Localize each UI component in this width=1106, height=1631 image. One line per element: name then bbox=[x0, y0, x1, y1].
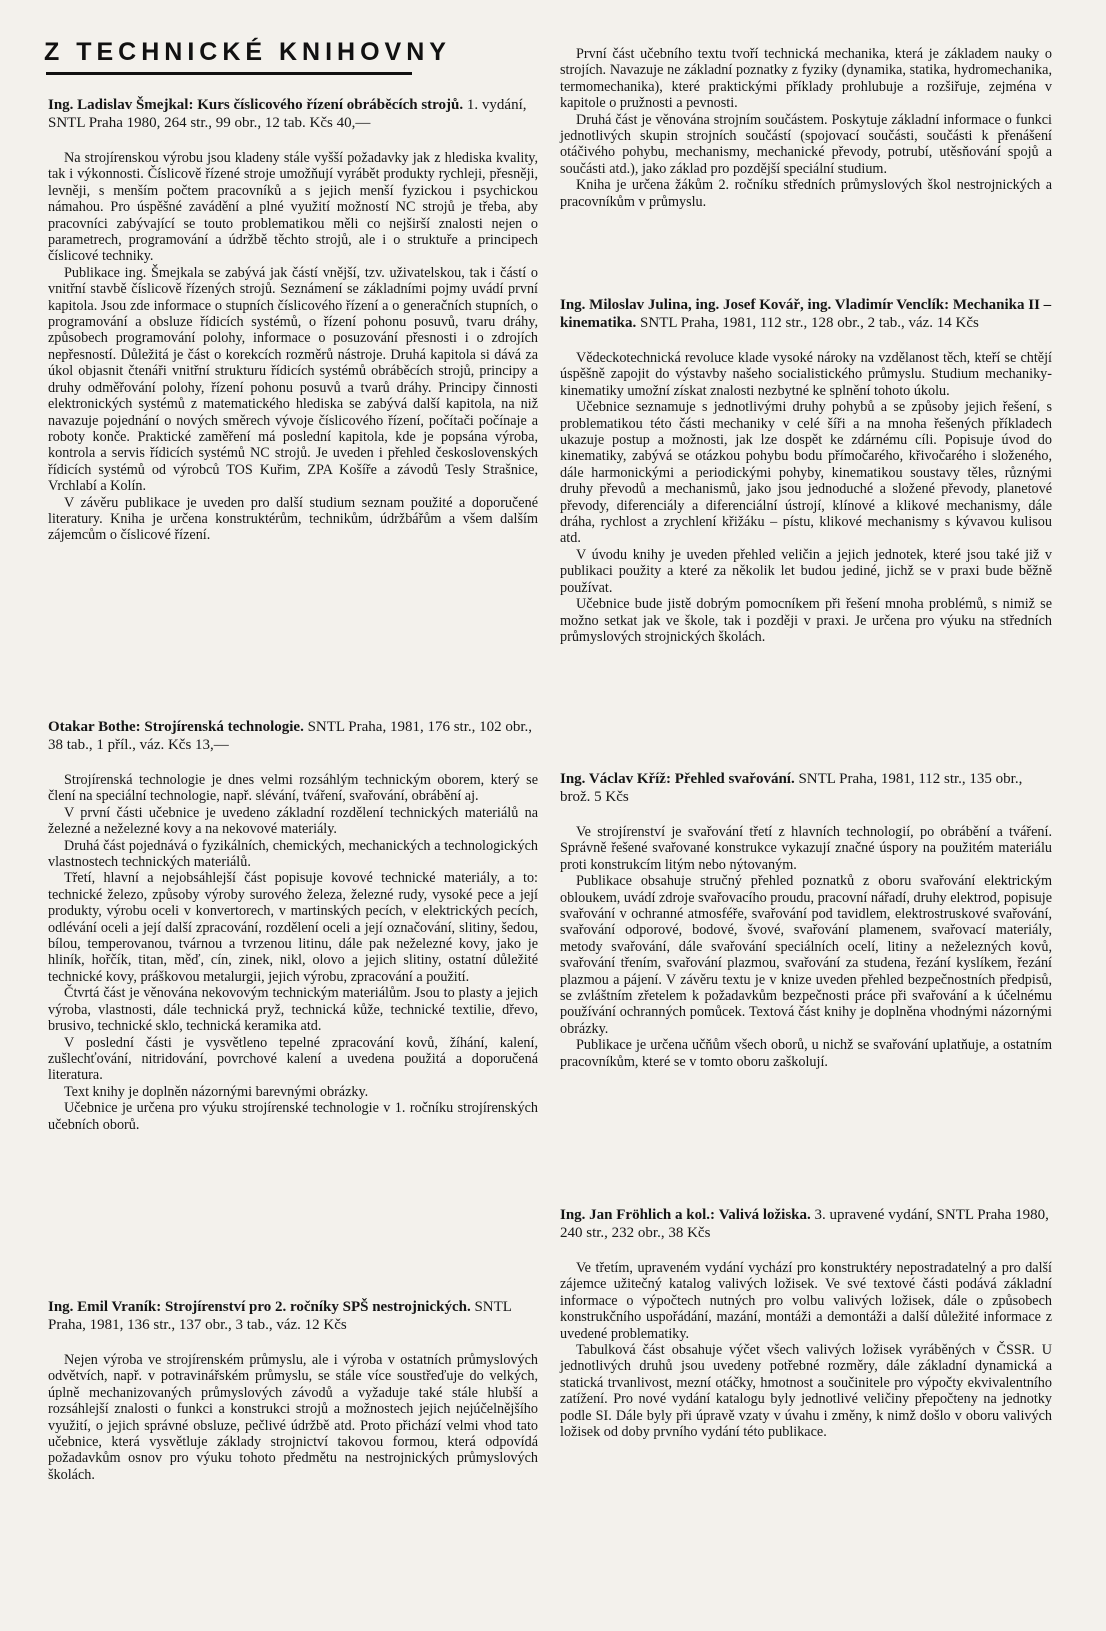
review-paragraph: Na strojírenskou výrobu jsou kladeny stále vyšší požadavky jak z hlediska kvality, tak i výkonnosti. Číslicově řízené stroje umožňují vyrábět produkty rychleji, přesněji, levněji, s menším počtem pracovníků a s jejich menší fyzickou i psychickou námahou. Pro úspěšné zavádění a plné využití možností NC strojů je třeba, aby pracovníci zabývající se touto problematikou měli co nejširší znalosti nejen o parametrech, programování a údržbě těchto strojů, ale i o struktuře a principech číslicové techniky. bbox=[48, 150, 538, 265]
review-paragraph: Ve strojírenství je svařování třetí z hlavních technologií, po obrábění a tváření. Správně řešené svařované konstrukce vykazují značné úspory na použitém materiálu proti konstrukcím litým nebo nýtovaným. bbox=[560, 824, 1052, 873]
review-heading bbox=[560, 770, 1052, 806]
review-heading bbox=[560, 1206, 1052, 1242]
review-paragraph: Nejen výroba ve strojírenském průmyslu, ale i výroba v ostatních průmyslových odvětvích, např. v potravinářském průmyslu, se stále více soustřeďuje do velkých, úplně mechanizovaných průmyslových závodů a vyžaduje také stále hlubší a rozsáhlejší znalosti o funkci a konstrukci strojů a možnostech jejich nejúčelnějšího využití, o jejich správné obsluze, pečlivé údržbě atd. Proto přichází velmi vhod tato učebnice, která vysvětluje základy strojnictví takovou formou, která odpovídá požadavkům osnov pro výuku tohoto předmětu na nestrojnických průmyslových školách. bbox=[48, 1352, 538, 1483]
section-title: Z TECHNICKÉ KNIHOVNY bbox=[44, 38, 451, 66]
review-author: Ing. Václav Kříž: bbox=[560, 771, 671, 787]
review-book-title: Přehled svařování. bbox=[674, 771, 795, 787]
review-author: Ing. Jan Fröhlich a kol.: bbox=[560, 1207, 716, 1223]
review-author: Ing. Miloslav Julina, ing. Josef Kovář, ing. Vladimír Venclík: bbox=[560, 297, 950, 313]
review-smejkal bbox=[48, 96, 538, 544]
review-heading bbox=[48, 718, 538, 754]
review-paragraph: Vědeckotechnická revoluce klade vysoké nároky na vzdělanost těch, kteří se chtějí úspěšně zapojit do výstavby našeho socialistického průmyslu. Studium mechaniky-kinematiky umožní získat znalosti nezbytné ke splnění tohoto úkolu. bbox=[560, 350, 1052, 399]
review-paragraph: V úvodu knihy je uveden přehled veličin a jejich jednotek, které jsou také již v publikaci použity a které za několik let budou jediné, jichž se v praxi bude běžně používat. bbox=[560, 546, 1052, 596]
review-author: Otakar Bothe: bbox=[48, 719, 141, 735]
review-paragraph: V poslední části je vysvětleno tepelné zpracování kovů, žíhání, kalení, zušlechťování, nitridování, povrchové kalení a uvedena použitá a doporučená literatura. bbox=[48, 1034, 538, 1084]
review-kriz bbox=[560, 770, 1052, 1070]
review-frohlich bbox=[560, 1206, 1052, 1440]
review-heading bbox=[48, 96, 538, 132]
review-publication-info: SNTL Praha, 1981, 136 str., 137 obr., 3 tab., váz. 12 Kčs bbox=[48, 1299, 512, 1333]
review-vranik-continued bbox=[560, 46, 1052, 210]
title-underline bbox=[46, 72, 412, 75]
review-book-title: Strojírenství pro 2. ročníky SPŠ nestrojnických. bbox=[164, 1299, 471, 1315]
review-paragraph: Učebnice bude jistě dobrým pomocníkem při řešení mnoha problémů, s nimiž se možno setkat jak ve škole, tak i později v praxi. Je určena pro výuku na středních průmyslových strojnických školách. bbox=[560, 596, 1052, 645]
review-book-title: Strojírenská technologie. bbox=[144, 719, 304, 735]
review-author: Ing. Ladislav Šmejkal: bbox=[48, 97, 194, 113]
review-paragraph: Strojírenská technologie je dnes velmi rozsáhlým technickým oborem, který se člení na speciální technologie, např. slévání, tváření, svařování, obrábění aj. bbox=[48, 772, 538, 805]
review-publication-info: SNTL Praha, 1981, 112 str., 135 obr., brož. 5 Kčs bbox=[560, 771, 1023, 805]
review-paragraph: Ve třetím, upraveném vydání vychází pro konstruktéry nepostradatelný a pro další zájemce užitečný katalog valivých ložisek. Ve své textové části podává základní informace o výpočtech nutných pro volbu valivých ložisek, dále o způsobech konstrukčního uspořádání, mazání, montáži a demontáži a další důležité informace z uvedené problematiky. bbox=[560, 1260, 1052, 1342]
review-paragraph: Kniha je určena žákům 2. ročníku středních průmyslových škol nestrojnických a pracovníkům v průmyslu. bbox=[560, 177, 1052, 210]
review-paragraph: Text knihy je doplněn názornými barevnými obrázky. bbox=[64, 1083, 369, 1100]
review-paragraph: Publikace ing. Šmejkala se zabývá jak částí vnější, tzv. uživatelskou, tak i částí o vnitřní stavbě číslicově řízených strojů. Seznámení se základními pojmy uvádí první kapitola. Jsou zde informace o stupních číslicového řízení a o generačních stupních, o programování a obsluze řídicích systémů, o řízení pohonu posuvů, tvaru dráhy, způsobech programování polohy, informace o posuzování přesnosti i o zdrojích nepřesností. Důležitá je část o korekcích rozměrů nástroje. Druhá kapitola si dává za úkol objasnit čtenáři vnitřní strukturu řídicích systémů obráběcích strojů, principy a druhy odměřování polohy, řízení pohonu posuvů a tvarů dráhy. Principy činnosti elektronických systémů z matematického hlediska se zabývá další kapitola, na niž navazuje pojednání o nových směrech vývoje číslicového řízení, počítači počínaje a roboty konče. Praktické zaměření má poslední kapitola, kde je popsána výroba, kontrola a servis řídicích systémů NC strojů. Je uveden i přehled československých řídicích systémů od výrobců TOS Kuřim, ZPA Košíře a závodů Tesly Strašnice, Vrchlabí a Kolín. bbox=[48, 264, 538, 495]
review-paragraph: Učebnice je určena pro výuku strojírenské technologie v 1. ročníku strojírenských učebních oborů. bbox=[48, 1100, 538, 1133]
review-paragraph: V první části učebnice je uvedeno základní rozdělení technických materiálů na železné a neželezné kovy a na nekovové materiály. bbox=[48, 804, 538, 838]
review-paragraph: Čtvrtá část je věnována nekovovým technickým materiálům. Jsou to plasty a jejich výroba, vlastnosti, dále technická pryž, technická kůže, technické textilie, dřevo, brusivo, technické sklo, technická keramika atd. bbox=[48, 985, 538, 1035]
review-paragraph: Tabulková část obsahuje výčet všech valivých ložisek vyráběných v ČSSR. U jednotlivých druhů jsou uvedeny potřebné rozměry, dále základní dynamická a statická trvanlivost, mezní otáčky, hmotnost a součinitele pro výpočty ekvivalentního zatížení. Pro nové vydání katalogu byly jednotlivé veličiny přepočteny na jednotky podle SI. Dále byly při úpravě vzaty v úvahu i změny, k nimž došlo v oboru valivých ložisek od doby prvního vydání této publikace. bbox=[560, 1342, 1052, 1441]
review-publication-info: 1. vydání, SNTL Praha 1980, 264 str., 99 obr., 12 tab. Kčs 40,— bbox=[48, 97, 527, 131]
review-book-title: Valivá ložiska. bbox=[718, 1207, 811, 1223]
review-paragraph: Třetí, hlavní a nejobsáhlejší část popisuje kovové technické materiály, a to: technické železo, způsoby výroby surového železa, železné rudy, vysoké pece a její produkty, výrobu oceli v konvertorech, v martinských pecích, v elektrických pecích, odlévání oceli a její další zpracování, rozdělení oceli a její označování, slitiny, šedou, bílou, temperovanou, tvárnou a tvrzenou litinu, dále pak neželezné kovy, jako je hliník, hořčík, titan, měď, cín, zinek, nikl, olovo a jejich slitiny, ostatní důležité technické kovy, práškovou metalurgii, jejich výrobu, zpracování a použití. bbox=[48, 870, 538, 985]
review-bothe bbox=[48, 718, 538, 1133]
review-paragraph: Druhá část je věnována strojním součástem. Poskytuje základní informace o funkci jednotlivých skupin strojních součástí (spojovací součásti, součásti k přenášení otáčivého pohybu, mechanismy, mechanické převody, potrubí, utěsňování spojů a součásti atd.), jako základ pro pozdější speciální studium. bbox=[560, 111, 1052, 177]
review-publication-info: 3. upravené vydání, SNTL Praha 1980, 240 str., 232 obr., 38 Kčs bbox=[560, 1207, 1049, 1241]
review-author: Ing. Emil Vraník: bbox=[48, 1299, 162, 1315]
review-publication-info: SNTL Praha, 1981, 112 str., 128 obr., 2 tab., váz. 14 Kčs bbox=[640, 315, 979, 331]
review-vranik bbox=[48, 1298, 538, 1483]
review-paragraph: Publikace je určena učňům všech oborů, u nichž se svařování uplatňuje, a ostatním pracovníkům, které se v tomto oboru zaškolují. bbox=[560, 1037, 1052, 1070]
review-heading bbox=[48, 1298, 538, 1334]
review-book-title: Mechanika II – kinematika. bbox=[560, 297, 1052, 331]
review-heading bbox=[560, 296, 1052, 332]
review-publication-info: SNTL Praha, 1981, 176 str., 102 obr., 38 tab., 1 příl., váz. Kčs 13,— bbox=[48, 719, 533, 753]
review-julina bbox=[560, 296, 1052, 645]
review-paragraph: Učebnice seznamuje s jednotlivými druhy pohybů a se způsoby jejich řešení, s problematikou této části mechaniky v celé šíři a na mnoha řešených příkladech ukazuje postup a možnosti, jak lze dospět ke zdárnému cíli. Popisuje úvod do kinematiky, zabývá se otázkou pohybu bodu přímočarého, křivočarého i složeného, dále harmonickými a periodickými pohyby, kinematikou soustavy těles, různými druhy převodů a mechanismů, jako jsou jednoduché a složené převody, planetové převody, diferenciály a diferenciální ústrojí, klínové a klikové mechanismy, dále dráha, rychlost a zrychlení křižáku – pístu, klikové mechanismy s kývavou kulisou atd. bbox=[560, 399, 1052, 547]
review-paragraph: V závěru publikace je uveden pro další studium seznam použité a doporučené literatury. Kniha je určena konstruktérům, technikům, údržbářům a všem dalším zájemcům o číslicové řízení. bbox=[48, 494, 538, 544]
review-book-title: Kurs číslicového řízení obráběcích strojů. bbox=[197, 97, 464, 113]
review-paragraph: Publikace obsahuje stručný přehled poznatků z oboru svařování elektrickým obloukem, uvádí zdroje svařovacího proudu, pracovní nářadí, druhy elektrod, popisuje svařování v ochranné atmosféře, svařování pod tavidlem, elektrostruskové svařování, svařování odporové, bodové, švové, svařování plamenem, svařovací materiály, metody svařování, dále svařování speciálních ocelí, litiny a neželezných kovů, svařování třením, svařování plazmou, svařování za studena, řezání kyslíkem, řezání plazmou a pájení. V závěru textu je v knize uveden přehled bezpečnostních předpisů, se zvláštním zřetelem k požadavkům bezpečnosti práce při svařování a k účelnému používání ochranných pomůcek. Textová část knihy je doplněna vhodnými názornými obrázky. bbox=[560, 873, 1052, 1037]
review-paragraph: První část učebního textu tvoří technická mechanika, která je základem nauky o strojích. Navazuje ne základní poznatky z fyziky (dynamika, statika, hydromechanika, termomechanika), které praktickými příklady prohlubuje a rozšiřuje, zejména v kapitole o pružnosti a pevnosti. bbox=[560, 46, 1052, 112]
review-paragraph: Druhá část pojednává o fyzikálních, chemických, mechanických a technologických vlastnostech technických materiálů. bbox=[48, 837, 538, 871]
